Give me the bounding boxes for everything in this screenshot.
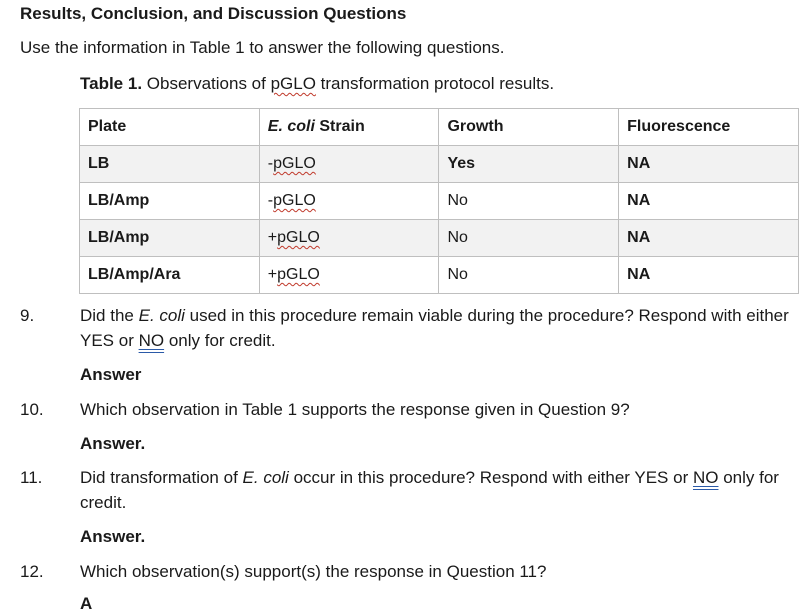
strain-sign: - [267, 192, 274, 209]
question-9-text [80, 303, 800, 353]
cell-growth: No [439, 220, 619, 257]
section-heading: Results, Conclusion, and Discussion Questions [20, 4, 407, 23]
q11-part-b: occur in this procedure? Respond with either YES or [293, 468, 689, 487]
strain-name: pGLO [273, 155, 316, 172]
q9-part-a: Did the [80, 306, 134, 325]
cell-plate: LB/Amp [80, 183, 260, 220]
answer-field-11[interactable]: Answer. [80, 527, 146, 546]
header-fluorescence: Fluorescence [619, 109, 799, 146]
table-row [80, 220, 799, 257]
caption-label: Table 1. [80, 74, 143, 93]
cell-growth: Yes [439, 146, 619, 183]
cell-growth: No [439, 183, 619, 220]
strain-name: pGLO [277, 229, 320, 246]
header-plate: Plate [80, 109, 260, 146]
header-strain-rest: Strain [319, 118, 365, 135]
q9-italic: E. coli [138, 306, 185, 325]
strain-name: pGLO [273, 192, 316, 209]
q9-no: NO [138, 331, 165, 350]
question-number-12: 12. [20, 562, 44, 581]
observations-table [79, 108, 799, 294]
question-12-text: Which observation(s) support(s) the response in Question 11? [80, 562, 547, 581]
cell-plate: LB [80, 146, 260, 183]
q11-no: NO [692, 468, 719, 487]
cell-strain [259, 257, 439, 294]
intro-text: Use the information in Table 1 to answer the following questions. [20, 38, 505, 57]
cell-fluorescence: NA [619, 257, 799, 294]
cell-growth: No [439, 257, 619, 294]
cell-strain [259, 146, 439, 183]
question-number-11: 11. [20, 468, 43, 487]
cell-fluorescence: NA [619, 220, 799, 257]
q9-part-c: only for credit. [168, 331, 276, 350]
strain-sign: - [267, 155, 274, 172]
header-growth: Growth [439, 109, 619, 146]
question-number-10: 10. [20, 400, 44, 419]
q11-part-a: Did transformation of [80, 468, 238, 487]
strain-name: pGLO [277, 266, 320, 283]
cell-fluorescence: NA [619, 146, 799, 183]
cell-fluorescence: NA [619, 183, 799, 220]
caption-pglo: pGLO [270, 74, 316, 93]
cell-plate: LB/Amp [80, 220, 260, 257]
strain-sign: + [267, 266, 278, 283]
question-10-text: Which observation in Table 1 supports the response given in Question 9? [80, 400, 630, 419]
strain-sign: + [267, 229, 278, 246]
header-strain-italic: E. coli [267, 118, 315, 135]
caption-text-before: Observations of [146, 74, 266, 93]
answer-field-9[interactable]: Answer [80, 365, 142, 384]
cell-plate: LB/Amp/Ara [80, 257, 260, 294]
cell-strain [259, 183, 439, 220]
table-row [80, 257, 799, 294]
q11-part-c: only for credit. [80, 468, 779, 512]
header-strain [259, 109, 439, 146]
answer-field-10[interactable]: Answer. [80, 434, 146, 453]
table-row [80, 183, 799, 220]
caption-text-after: transformation protocol results. [320, 74, 555, 93]
answer-field-12[interactable]: A [80, 594, 93, 613]
table-caption [80, 74, 554, 94]
q9-part-b: used in this procedure remain viable during the procedure? Respond with either YES or [80, 306, 789, 350]
cell-strain [259, 220, 439, 257]
question-11-text [80, 465, 800, 515]
question-number-9: 9. [20, 306, 35, 325]
q11-italic: E. coli [242, 468, 289, 487]
table-header-row [80, 109, 799, 146]
table-row [80, 146, 799, 183]
